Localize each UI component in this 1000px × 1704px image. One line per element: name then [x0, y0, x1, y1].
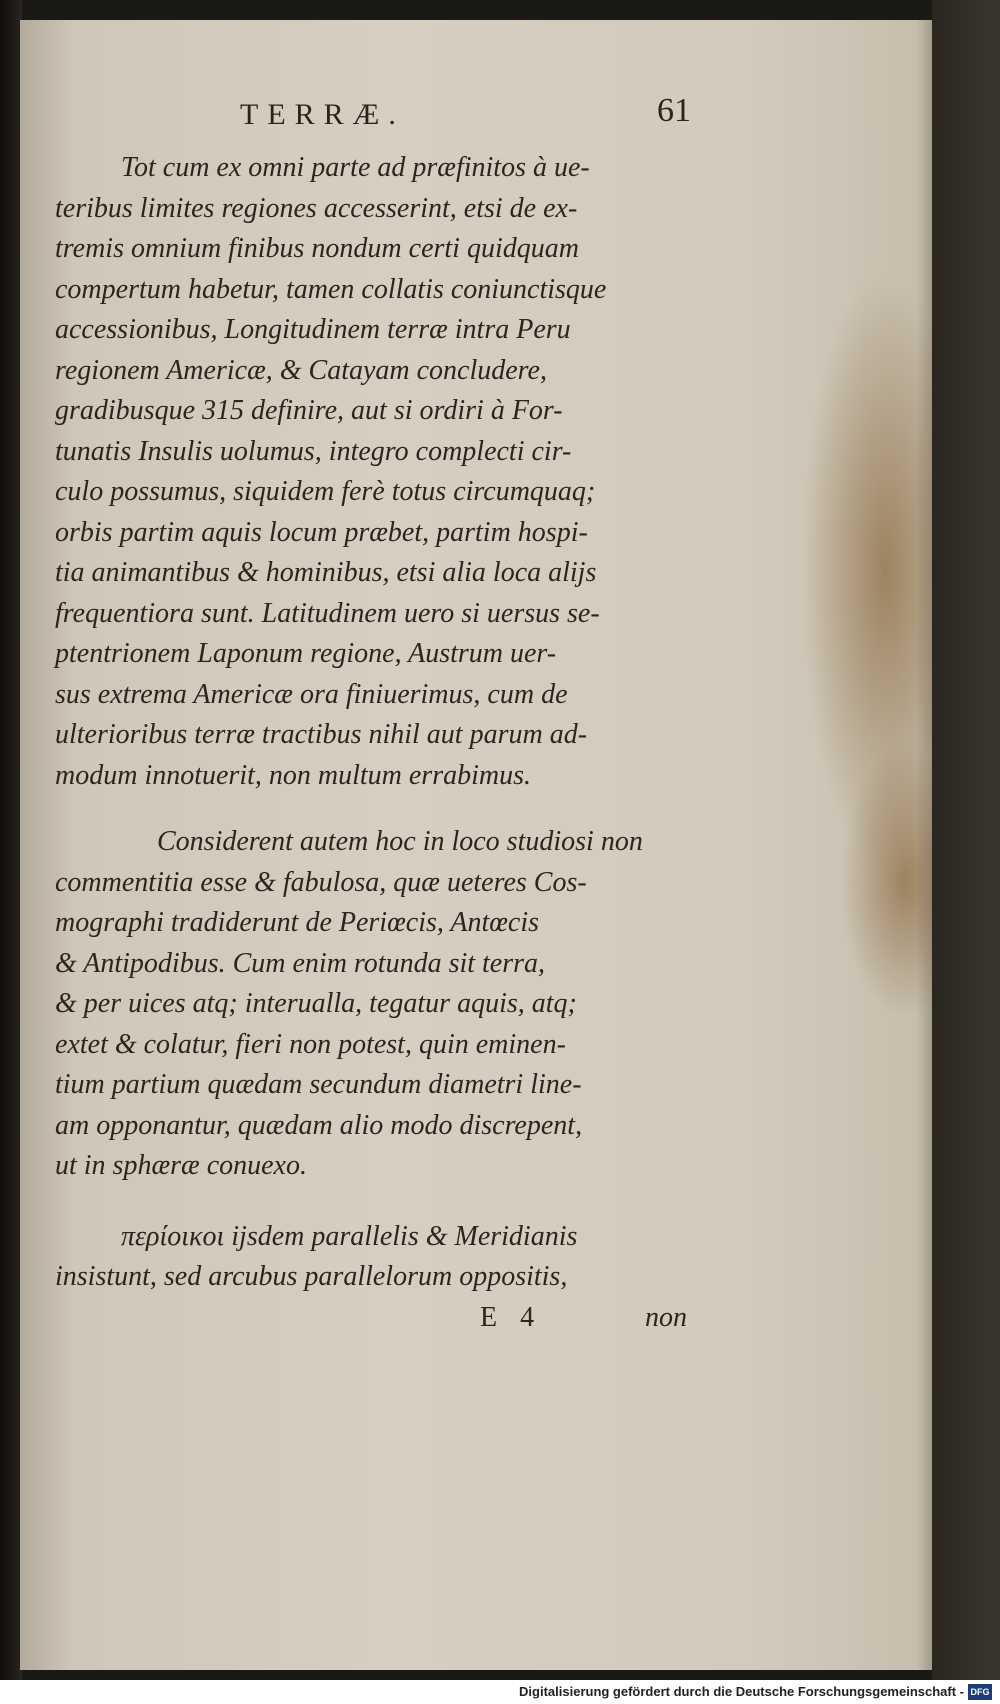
paragraph-gap: [55, 796, 675, 822]
text-line: tia animantibus & hominibus, etsi alia loca alijs: [55, 557, 597, 588]
text-line: commentitia esse & fabulosa, quæ ueteres Cos-: [55, 866, 587, 898]
text-line: teribus limites regiones accesserint, etsi de ex-: [55, 192, 578, 224]
text-line: Considerent autem hoc in loco studiosi non: [157, 826, 643, 857]
running-head-title: TERRÆ.: [240, 98, 405, 131]
text-line: modum innotuerit, non multum errabimus.: [55, 759, 531, 791]
text-line: compertum habetur, tamen collatis coniunctisque: [55, 273, 607, 305]
text-line: mographi tradiderunt de Periœcis, Antœcis: [55, 907, 540, 938]
text-line: ptentrionem Laponum regione, Austrum uer-: [55, 638, 557, 669]
text-line: regionem Americæ, & Catayam concludere,: [55, 354, 547, 386]
text-line: ut in sphæræ conuexo.: [55, 1150, 307, 1181]
text-line: insistunt, sed arcubus parallelorum oppositis,: [55, 1261, 568, 1292]
text-line: tunatis Insulis uolumus, integro complecti cir-: [55, 435, 572, 467]
paragraph-2: [55, 822, 675, 1187]
text-line: & per uices atq; interualla, tegatur aquis, atq;: [55, 988, 577, 1019]
text-line: sus extrema Americæ ora finiuerimus, cum de: [55, 678, 568, 710]
text-line: ulterioribus terræ tractibus nihil aut parum ad-: [55, 719, 588, 750]
text-line: περίοικοι ijsdem parallelis & Meridianis: [121, 1220, 578, 1252]
page-edge-shadow: [916, 20, 932, 1670]
page-number: 61: [657, 92, 691, 129]
credit-strip: [0, 1680, 1000, 1704]
paragraph-3: [55, 1217, 675, 1298]
paragraph-gap: [55, 1187, 675, 1217]
text-line: culo possumus, siquidem ferè totus circumquaq;: [55, 476, 596, 507]
paragraph-1: [55, 148, 675, 796]
text-line: am opponantur, quædam alio modo discrepent,: [55, 1109, 583, 1141]
text-line: & Antipodibus. Cum enim rotunda sit terra,: [55, 947, 546, 979]
text-line: tium partium quædam secundum diametri line-: [55, 1069, 582, 1100]
running-head: [20, 92, 932, 142]
text-line: frequentiora sunt. Latitudinem uero si uersus se-: [55, 597, 600, 629]
catchword: non: [645, 1301, 687, 1333]
book-page: [20, 20, 932, 1670]
scan-left-border: [0, 0, 22, 1704]
text-line: orbis partim aquis locum præbet, partim hospi-: [55, 516, 588, 548]
text-line: tremis omnium finibus nondum certi quidquam: [55, 233, 579, 264]
text-line: Tot cum ex omni parte ad præfinitos à ue-: [121, 152, 590, 183]
dfg-logo-icon: DFG: [968, 1684, 992, 1700]
text-line: gradibusque 315 definire, aut si ordiri à For-: [55, 395, 563, 426]
text-line: accessionibus, Longitudinem terræ intra Peru: [55, 314, 571, 345]
scan-right-border: [932, 0, 1000, 1680]
credit-text: Digitalisierung gefördert durch die Deutsche Forschungsgemeinschaft -: [519, 1684, 964, 1699]
page-footer: [55, 1298, 687, 1338]
signature-mark: E 4: [480, 1301, 543, 1333]
text-line: extet & colatur, fieri non potest, quin eminen-: [55, 1028, 566, 1060]
body-text: [55, 148, 687, 1338]
